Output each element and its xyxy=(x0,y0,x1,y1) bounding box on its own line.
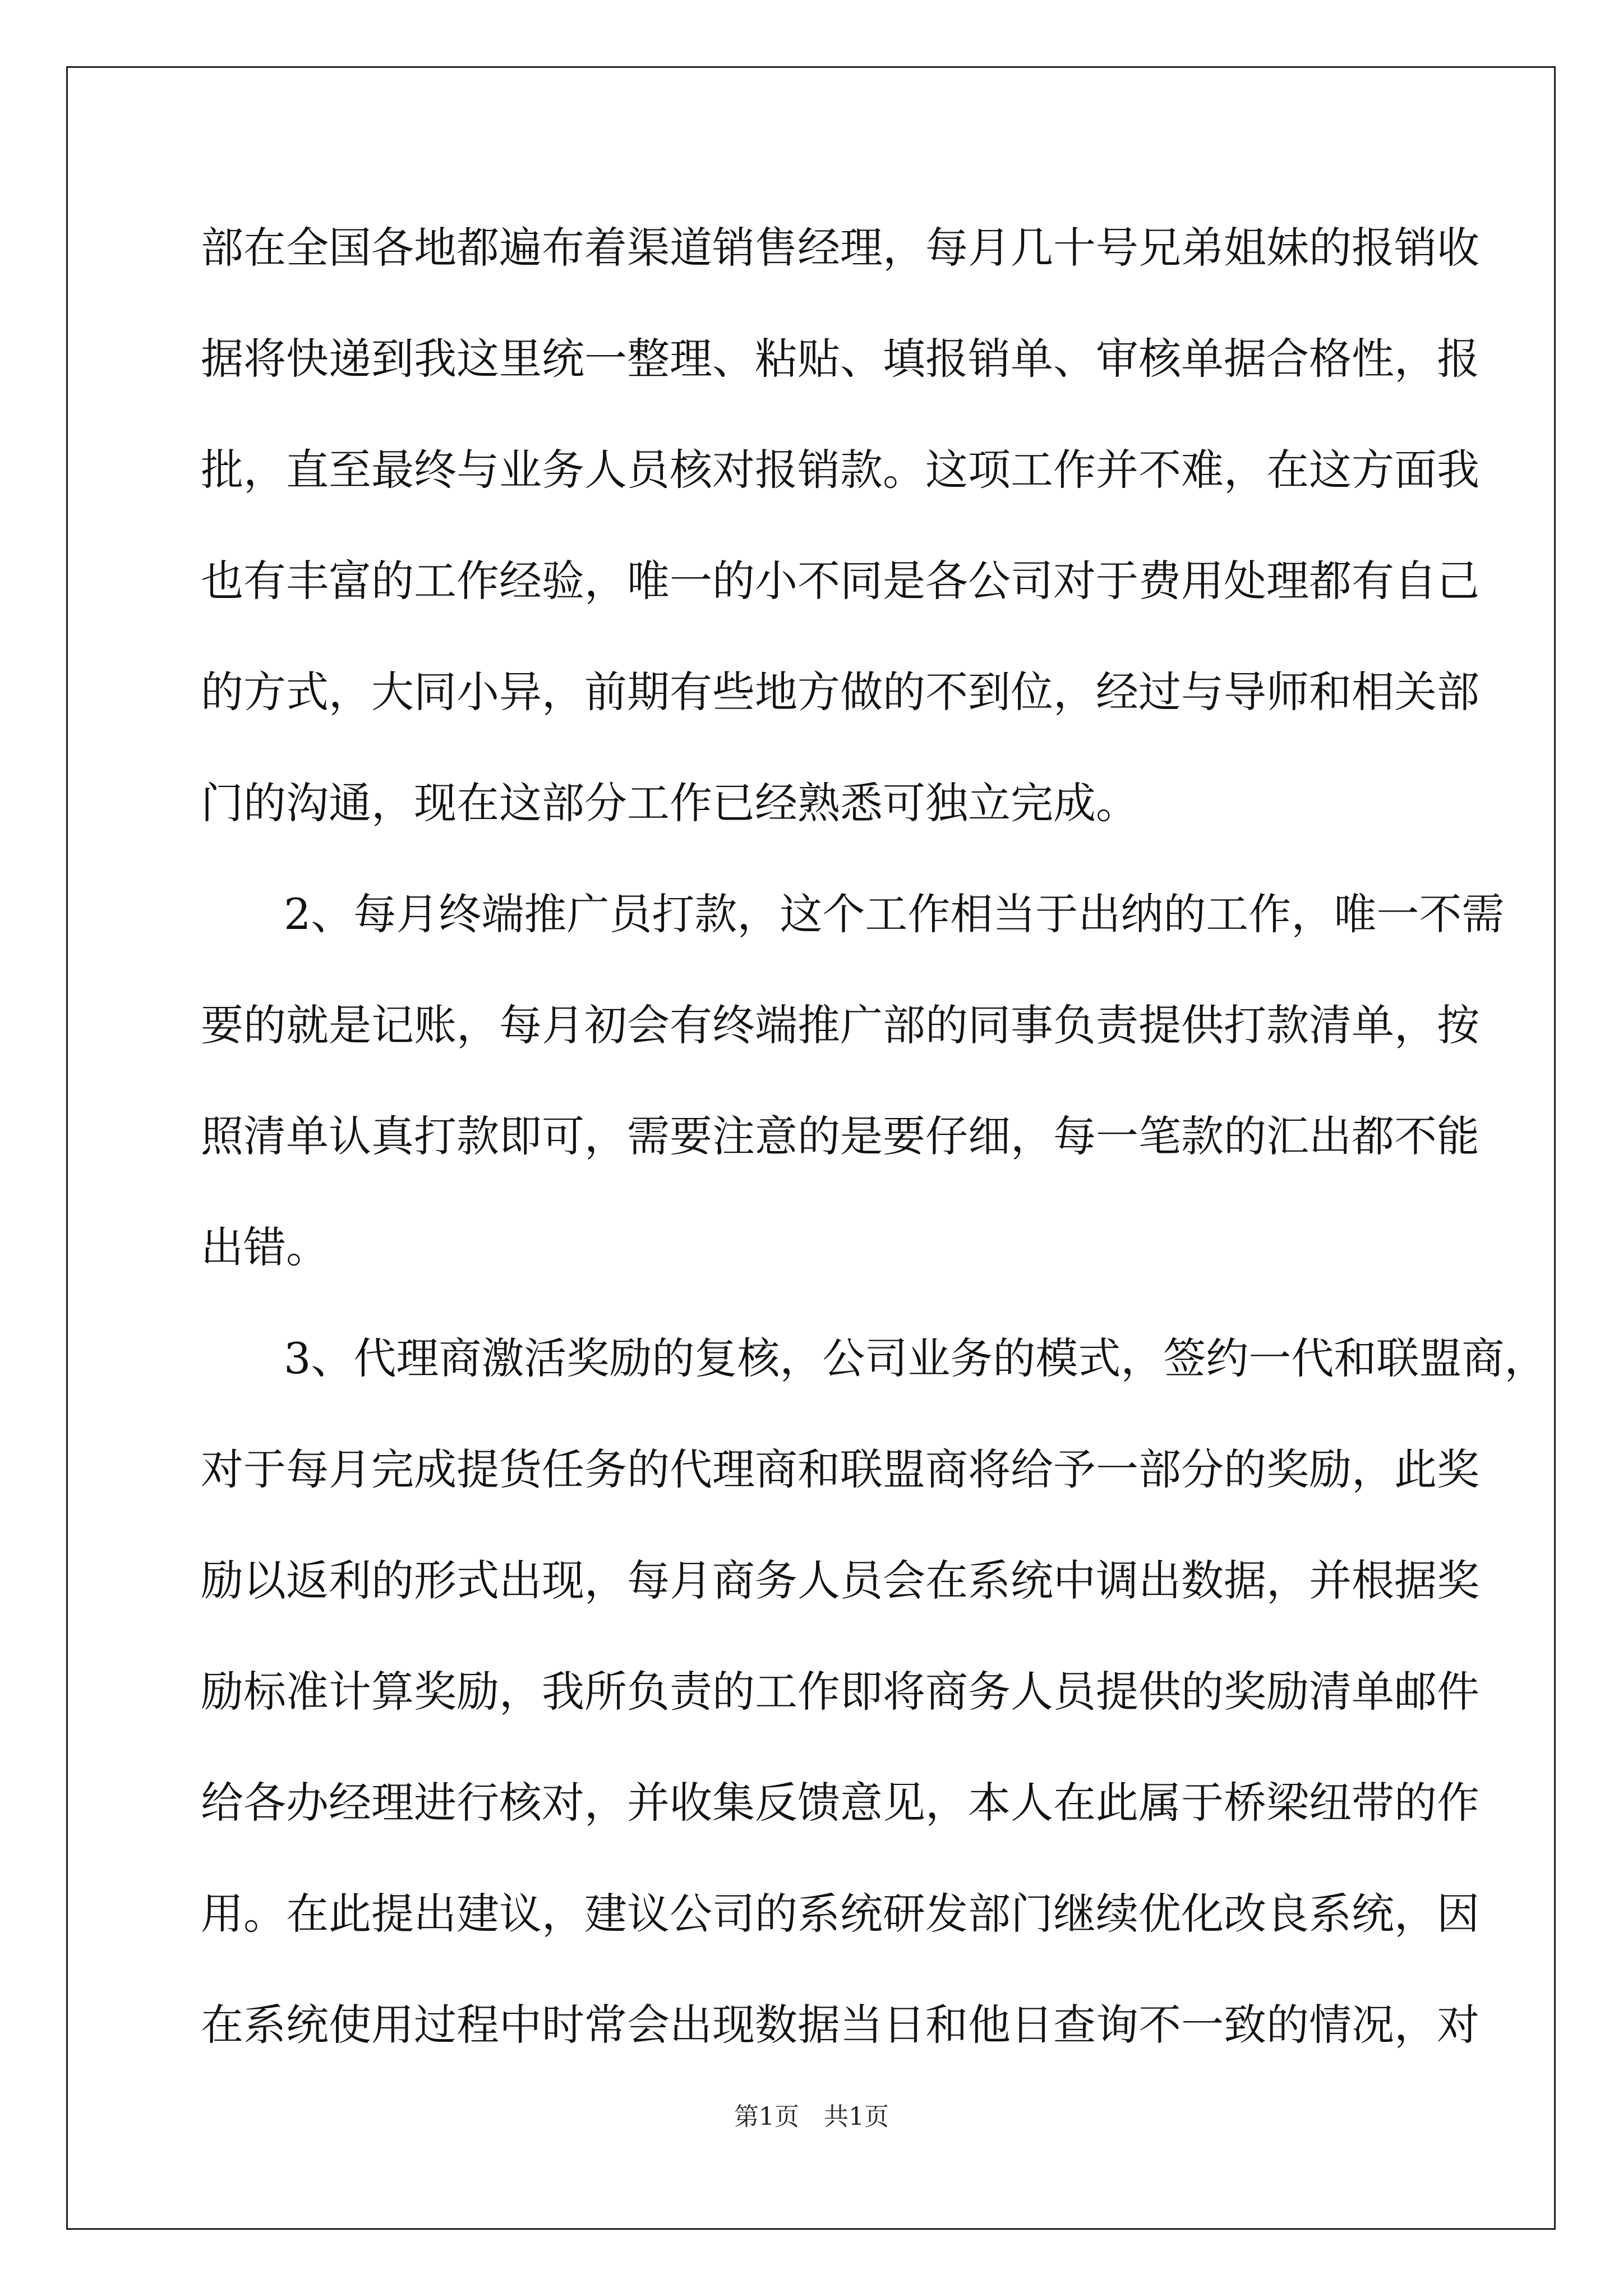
text-line: 门的沟通，现在这部分工作已经熟悉可独立完成。 xyxy=(201,778,1138,828)
text-line: 部在全国各地都遍布着渠道销售经理，每月几十号兄弟姐妹的报销收 xyxy=(201,223,1479,273)
page-number-footer xyxy=(0,2100,1623,2134)
text-line: 给各办经理进行核对，并收集反馈意见，本人在此属于桥梁纽带的作 xyxy=(201,1778,1479,1828)
text-line: 在系统使用过程中时常会出现数据当日和他日查询不一致的情况，对 xyxy=(201,2000,1479,2050)
text-line: 对于每月完成提货任务的代理商和联盟商将给予一部分的奖励，此奖 xyxy=(201,1444,1479,1494)
text-line: 励以返利的形式出现，每月商务人员会在系统中调出数据，并根据奖 xyxy=(201,1556,1479,1605)
text-line: 用。在此提出建议，建议公司的系统研发部门继续优化改良系统，因 xyxy=(201,1889,1479,1939)
text-line: 批，直至最终与业务人员核对报销款。这项工作并不难，在这方面我 xyxy=(201,445,1479,495)
text-line: 的方式，大同小异，前期有些地方做的不到位，经过与导师和相关部 xyxy=(201,667,1479,717)
page-number-label: 第1页 共1页 xyxy=(734,2102,889,2131)
text-line: 也有丰富的工作经验，唯一的小不同是各公司对于费用处理都有自己 xyxy=(201,556,1479,606)
text-line: 要的就是记账，每月初会有终端推广部的同事负责提供打款清单，按 xyxy=(201,1000,1479,1050)
paragraph-start-line: 2、每月终端推广员打款，这个工作相当于出纳的工作，唯一不需 xyxy=(284,889,1505,939)
text-line: 据将快递到我这里统一整理、粘贴、填报销单、审核单据合格性，报 xyxy=(201,334,1479,384)
text-line: 出错。 xyxy=(201,1222,329,1272)
text-line: 照清单认真打款即可，需要注意的是要仔细，每一笔款的汇出都不能 xyxy=(201,1111,1479,1161)
paragraph-start-line: 3、代理商激活奖励的复核，公司业务的模式，签约一代和联盟商， xyxy=(284,1333,1547,1383)
text-line: 励标准计算奖励，我所负责的工作即将商务人员提供的奖励清单邮件 xyxy=(201,1667,1479,1717)
